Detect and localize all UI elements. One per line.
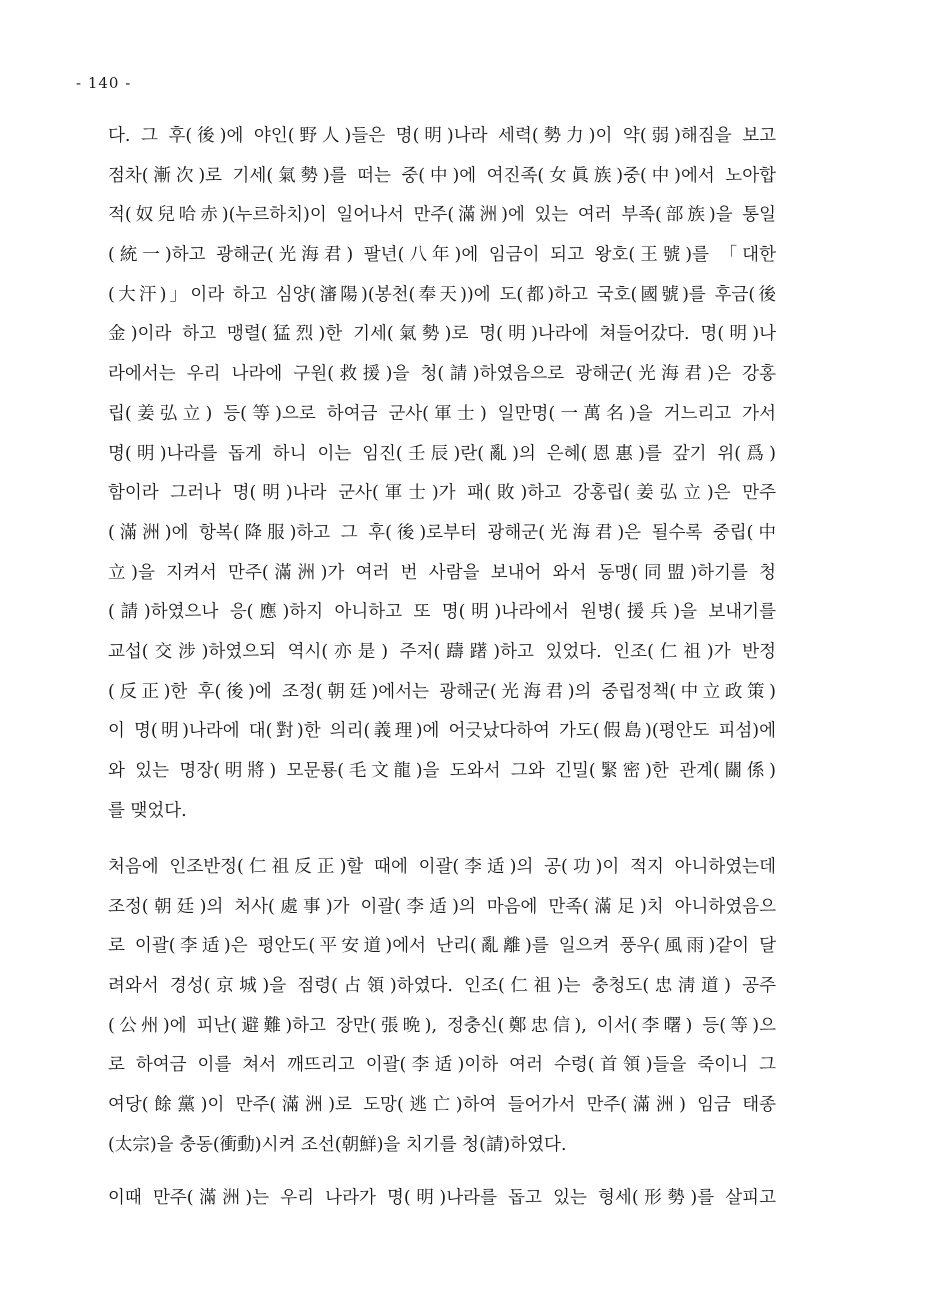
text-line: 함이라 그러나 명(明)나라 군사(軍士)가 패(敗)하고 강홍립(姜弘立)은 만주 <box>108 483 776 504</box>
text-line: 려와서 경성(京城)을 점령(占領)하였다. 인조(仁祖)는 충청도(忠淸道) 공주 <box>108 976 776 997</box>
text-line: 金)이라 하고 맹렬(猛烈)한 기세(氣勢)로 명(明)나라에 쳐들어갔다. 명(明)나 <box>108 324 776 345</box>
text-line: 교섭(交涉)하였으되 역시(亦是) 주저(躊躇)하고 있었다. 인조(仁祖)가 반정 <box>108 641 776 662</box>
text-line: (請)하였으나 응(應)하지 아니하고 또 명(明)나라에서 원병(援兵)을 보내기를 <box>108 602 776 623</box>
text-line: 로 하여금 이를 쳐서 깨뜨리고 이괄(李适)이하 여러 수령(首領)들을 죽이니 그 <box>108 1055 776 1076</box>
text-line: 다. 그 후(後)에 야인(野人)들은 명(明)나라 세력(勢力)이 약(弱)해짐을 보고 <box>108 126 776 146</box>
text-line: 로 이괄(李适)은 평안도(平安道)에서 난리(亂離)를 일으켜 풍우(風雨)같이 달 <box>108 936 776 957</box>
text-line: 와 있는 명장(明將) 모문룡(毛文龍)을 도와서 그와 긴밀(緊密)한 관계(關係) <box>108 761 776 781</box>
text-line: 적(奴兒哈赤)(누르하치)이 일어나서 만주(滿洲)에 있는 여러 부족(部族)을 통일 <box>108 205 776 226</box>
text-line: 이때 만주(滿洲)는 우리 나라가 명(明)나라를 돕고 있는 형세(形勢)를 살피고 <box>108 1188 776 1208</box>
text-line: (統一)하고 광해군(光海君) 팔년(八年)에 임금이 되고 왕호(王號)를 「대한 <box>108 245 776 266</box>
text-line: (滿洲)에 항복(降服)하고 그 후(後)로부터 광해군(光海君)은 될수록 중립(中 <box>108 522 776 543</box>
text-line: 여당(餘黨)이 만주(滿洲)로 도망(逃亡)하여 들어가서 만주(滿洲) 임금 태종 <box>108 1095 776 1116</box>
text-line: 조정(朝廷)의 처사(處事)가 이괄(李适)의 마음에 만족(滿足)치 아니하였음으 <box>108 896 776 917</box>
page-number: - 140 - <box>76 74 132 92</box>
text-line: 점차(漸次)로 기세(氣勢)를 떠는 중(中)에 여진족(女眞族)중(中)에서 노아합 <box>108 165 776 186</box>
paragraph-3 <box>108 1179 776 1219</box>
text-line: (公州)에 피난(避難)하고 장만(張晩), 정충신(鄭忠信), 이서(李曙) 등(等)으 <box>108 1015 776 1036</box>
paragraph-1 <box>108 117 776 831</box>
text-line: (反正)한 후(後)에 조정(朝廷)에서는 광해군(光海君)의 중립정책(中立政策) <box>108 681 776 702</box>
text-line: 처음에 인조반정(仁祖反正)할 때에 이괄(李适)의 공(功)이 적지 아니하였는데 <box>108 857 776 877</box>
text-line: 라에서는 우리 나라에 구원(救援)을 청(請)하였음으로 광해군(光海君)은 강홍 <box>108 364 776 385</box>
text-line: 립(姜弘立) 등(等)으로 하여금 군사(軍士) 일만명(一萬名)을 거느리고 가서 <box>108 403 776 424</box>
text-line: 이 명(明)나라에 대(對)한 의리(義理)에 어긋났다하여 가도(假島)(평안도 피섬)에 <box>108 721 776 742</box>
text-line: (大汗)」이라 하고 심양(瀋陽)(봉천(奉天))에 도(都)하고 국호(國號)를 후금(後 <box>108 284 776 305</box>
text-line: 명(明)나라를 돕게 하니 이는 임진(壬辰)란(亂)의 은혜(恩惠)를 갚기 위(爲) <box>108 443 776 464</box>
text-line: 立)을 지켜서 만주(滿洲)가 여러 번 사람을 보내어 와서 동맹(同盟)하기를 청 <box>108 562 776 583</box>
text-line: (太宗)을 충동(衝動)시켜 조선(朝鮮)을 치기를 청(請)하였다. <box>108 1134 567 1155</box>
text-line: 를 맺었다. <box>108 800 187 821</box>
paragraph-2 <box>108 848 776 1166</box>
